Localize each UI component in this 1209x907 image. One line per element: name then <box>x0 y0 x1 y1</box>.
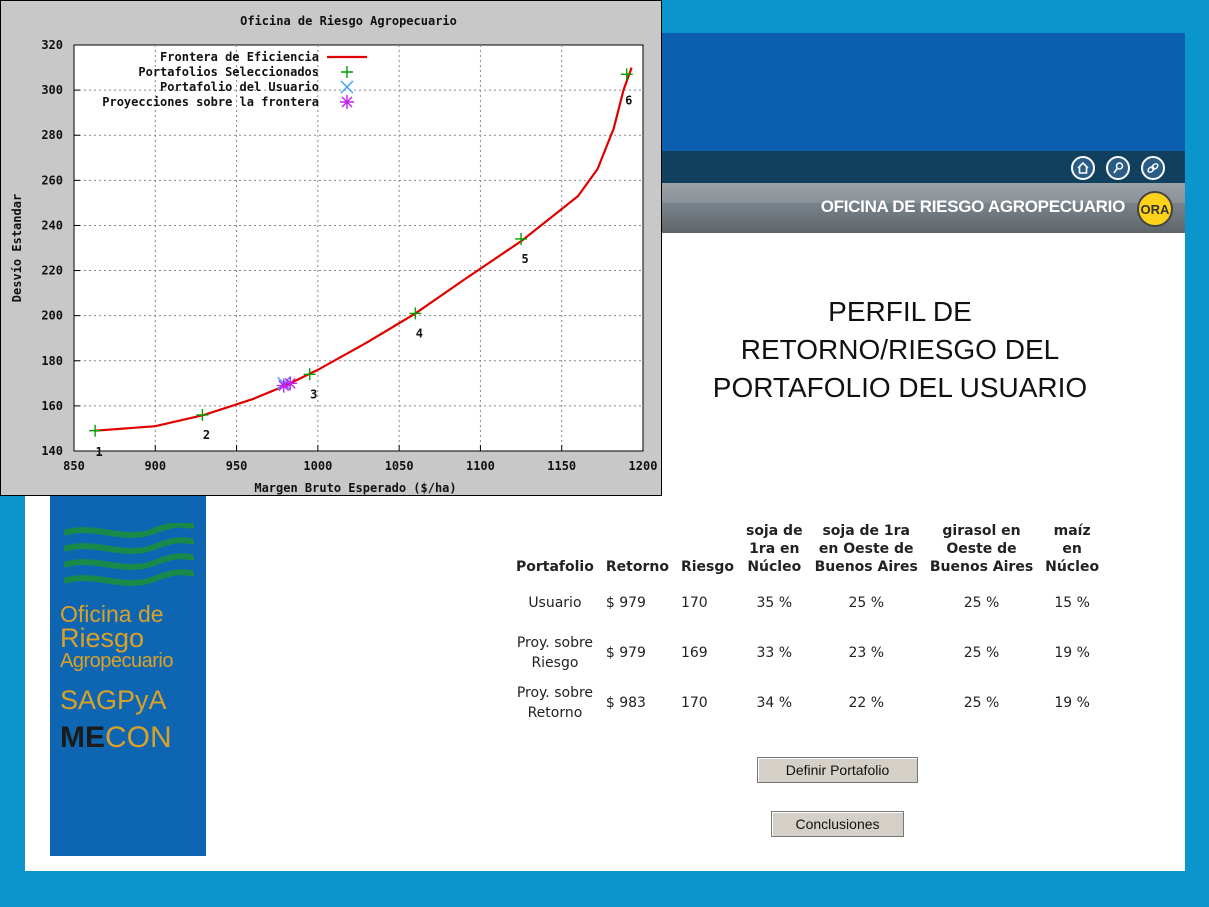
y-tick-label: 280 <box>41 128 63 143</box>
x-tick-label: 1000 <box>303 459 333 473</box>
table-cell: 25 % <box>848 595 885 611</box>
x-tick-label: 1050 <box>384 459 414 473</box>
selected-portfolio-label: 5 <box>521 251 529 266</box>
selected-portfolio-label: 6 <box>625 93 633 108</box>
table-row <box>510 628 1105 678</box>
y-tick-label: 160 <box>41 398 63 413</box>
table-cell: 170 <box>680 595 708 611</box>
logo-text-oficina: Oficina de <box>60 601 164 627</box>
y-tick-label: 180 <box>41 353 63 368</box>
page-title: PERFIL DE RETORNO/RIESGO DEL PORTAFOLIO DEL USUARIO <box>712 296 1088 403</box>
table-cell: Usuario <box>528 595 582 611</box>
table-cell: 169 <box>680 645 708 661</box>
table-cell: Proy. sobre Riesgo <box>516 635 594 671</box>
efficiency-frontier-chart <box>1 1 662 496</box>
table-cell: 34 % <box>756 695 793 711</box>
legend-label: Portafolio del Usuario <box>160 80 319 94</box>
table-cell: 25 % <box>963 645 1000 661</box>
x-tick-label: 850 <box>63 459 85 473</box>
table-cell: $ 979 <box>605 595 646 611</box>
table-row <box>510 678 1105 728</box>
legend-label: Portafolios Seleccionados <box>138 65 319 79</box>
logo-text-sagpya: SAGPyA <box>60 685 167 715</box>
table-cell: 19 % <box>1054 695 1090 711</box>
table-header-cell: girasol en Oeste de Buenos Aires <box>929 523 1034 575</box>
table-body <box>510 578 1105 728</box>
table-header-cell: soja de 1ra en Núcleo <box>745 523 803 575</box>
y-tick-label: 220 <box>41 263 63 278</box>
table-cell: $ 983 <box>605 695 646 711</box>
y-tick-label: 200 <box>41 308 63 323</box>
logo-text-mecon <box>60 723 172 753</box>
table-header-cell: Retorno <box>605 559 669 575</box>
definir-portafolio-button[interactable]: Definir Portafolio <box>757 757 918 783</box>
conclusiones-button[interactable]: Conclusiones <box>771 811 904 837</box>
table-header-cell: soja de 1ra en Oeste de Buenos Aires <box>814 523 918 575</box>
table-cell: 25 % <box>963 595 1000 611</box>
table-cell: 170 <box>680 695 708 711</box>
y-tick-label: 300 <box>41 83 63 98</box>
table-cell: 19 % <box>1054 645 1090 661</box>
selected-portfolio-label: 4 <box>415 326 424 341</box>
table-cell: 22 % <box>848 695 885 711</box>
table-cell: $ 979 <box>605 645 646 661</box>
logo-text-agropecuario: Agropecuario <box>60 650 173 672</box>
x-axis-label: Margen Bruto Esperado ($/ha) <box>254 481 457 495</box>
table-cell: 15 % <box>1054 595 1090 611</box>
logo-text-con: CON <box>105 721 172 754</box>
y-tick-label: 240 <box>41 218 63 233</box>
x-tick-label: 1200 <box>628 459 658 473</box>
projection-point <box>283 376 297 390</box>
x-tick-label: 1100 <box>465 459 495 473</box>
y-axis-label: Desvío Estandar <box>10 193 24 303</box>
portfolio-table <box>510 520 1105 728</box>
sidebar-logo-panel <box>50 491 206 856</box>
table-cell: 35 % <box>756 595 793 611</box>
table-cell: 25 % <box>963 695 1000 711</box>
legend-label: Frontera de Eficiencia <box>160 50 319 64</box>
legend-swatch-star <box>340 95 354 109</box>
table-header-row <box>510 520 1105 578</box>
x-tick-label: 950 <box>225 459 248 473</box>
link-icon[interactable] <box>1141 156 1165 180</box>
table-cell: 23 % <box>848 645 885 661</box>
home-icon[interactable] <box>1071 156 1095 180</box>
table-cell: Proy. sobre Retorno <box>516 685 594 721</box>
x-tick-label: 1150 <box>547 459 577 473</box>
y-tick-label: 320 <box>41 38 63 52</box>
key-icon[interactable] <box>1106 156 1130 180</box>
y-tick-label: 140 <box>41 444 63 458</box>
selected-portfolio-label: 3 <box>310 387 318 402</box>
logo-text-riesgo: Riesgo <box>60 623 145 653</box>
wheat-field-logo-icon <box>64 523 194 593</box>
efficiency-frontier-chart-window[interactable] <box>0 0 662 496</box>
selected-portfolio-label: 2 <box>202 427 211 442</box>
legend-label: Proyecciones sobre la frontera <box>102 95 319 109</box>
ora-logo-badge: ORA <box>1137 191 1173 227</box>
table-header-cell: Portafolio <box>516 559 594 575</box>
logo-text-me: ME <box>60 721 105 754</box>
table-header-cell: maíz en Núcleo <box>1045 523 1100 575</box>
selected-portfolio-label: 1 <box>95 445 103 459</box>
table-header-cell: Riesgo <box>680 559 734 575</box>
site-title: OFICINA DE RIESGO AGROPECUARIO <box>820 197 1125 216</box>
table-row <box>510 578 1105 628</box>
table-cell: 33 % <box>756 645 793 661</box>
y-tick-label: 260 <box>41 173 63 188</box>
chart-title: Oficina de Riesgo Agropecuario <box>240 14 457 28</box>
x-tick-label: 900 <box>144 459 167 473</box>
